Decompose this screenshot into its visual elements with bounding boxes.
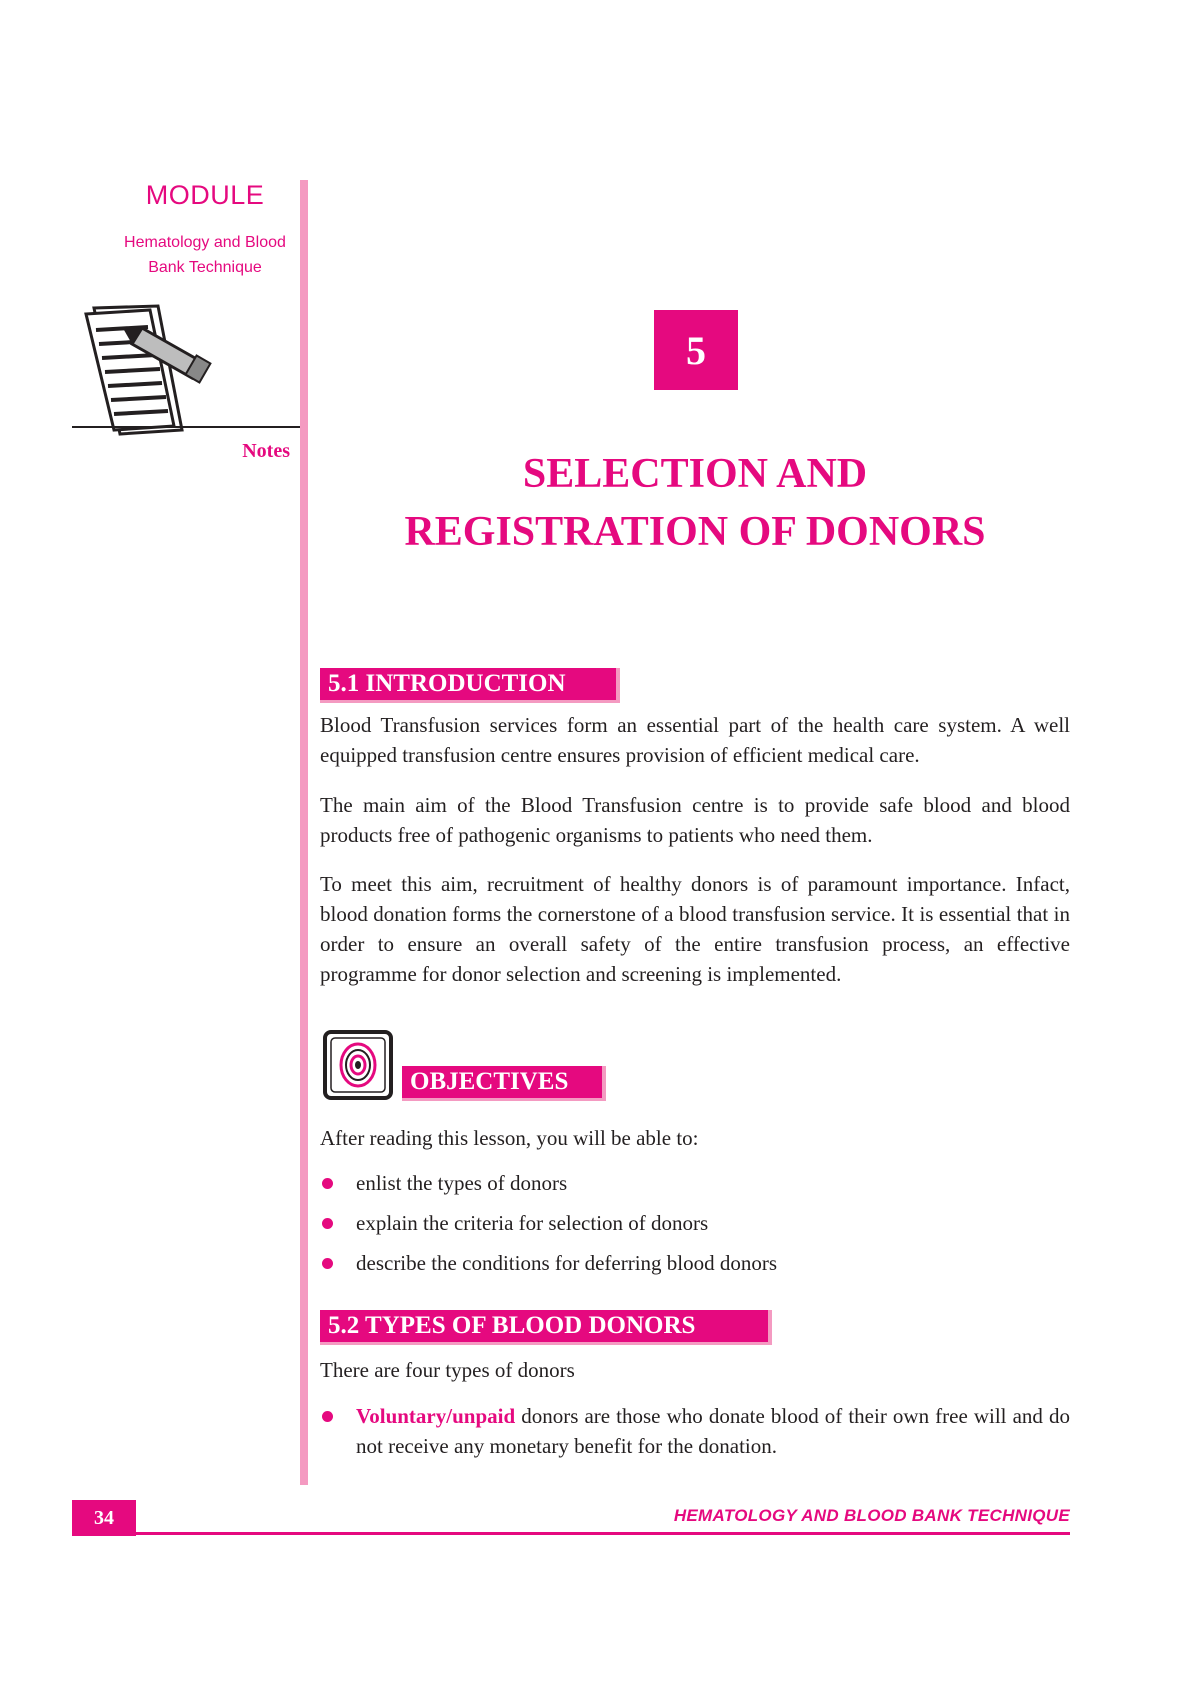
intro-paragraph-3: To meet this aim, recruitment of healthy donors is of paramount importance. Infact, blood donation forms the cornerstone of a blood transfusion service. It is essential that in order to ensure an overall safety of the entire transfusion process, an effective programme for donor selection and screening is implemented.: [320, 872, 1070, 986]
module-label: MODULE: [145, 180, 265, 210]
donor-type-text: donors are those who donate blood of their own free will and do not receive any monetary benefit for the donation.: [356, 1404, 1070, 1458]
bullet-icon: [322, 1258, 333, 1269]
notes-divider: [72, 426, 302, 428]
module-subject: [110, 230, 300, 280]
objective-text: describe the conditions for deferring blood donors: [356, 1251, 778, 1275]
list-item: [320, 1208, 1070, 1238]
chapter-number: 5: [654, 310, 738, 390]
objectives-lead: After reading this lesson, you will be able to:: [320, 1126, 699, 1150]
types-lead: There are four types of donors: [320, 1358, 575, 1382]
section-heading-introduction: 5.1 INTRODUCTION: [320, 668, 620, 703]
objectives-target-icon: [322, 1029, 394, 1101]
module-subject-line1: Hematology and Blood: [124, 234, 286, 251]
types-list: [320, 1401, 1070, 1461]
bullet-icon: [322, 1178, 333, 1189]
objective-text: explain the criteria for selection of donors: [356, 1211, 709, 1235]
list-item: [320, 1401, 1070, 1461]
margin-bar: [300, 180, 308, 1485]
list-item: [320, 1168, 1070, 1198]
chapter-title-line2: REGISTRATION OF DONORS: [404, 509, 986, 555]
objectives-list: [320, 1168, 1070, 1278]
module-subject-line2: Bank Technique: [148, 259, 262, 276]
section-heading-types: 5.2 TYPES OF BLOOD DONORS: [320, 1310, 772, 1345]
notes-label: Notes: [242, 440, 290, 462]
section-heading-objectives: OBJECTIVES: [402, 1066, 606, 1101]
chapter-title: [330, 445, 1060, 561]
donor-type-term: Voluntary/unpaid: [356, 1404, 516, 1428]
notes-pencil-icon: [72, 300, 272, 440]
chapter-title-line1: SELECTION AND: [522, 451, 868, 497]
intro-paragraph-2: The main aim of the Blood Transfusion centre is to provide safe blood and blood products free of pathogenic organisms to patients who need them.: [320, 793, 1070, 847]
page-number: 34: [72, 1500, 136, 1536]
bullet-icon: [322, 1218, 333, 1229]
footer-book-title: HEMATOLOGY AND BLOOD BANK TECHNIQUE: [673, 1506, 1070, 1525]
list-item: [320, 1248, 1070, 1278]
objective-text: enlist the types of donors: [356, 1171, 568, 1195]
intro-paragraph-1: Blood Transfusion services form an essential part of the health care system. A well equipped transfusion centre ensures provision of efficient medical care.: [320, 713, 1070, 767]
bullet-icon: [322, 1411, 333, 1422]
footer-rule: [72, 1532, 1070, 1535]
